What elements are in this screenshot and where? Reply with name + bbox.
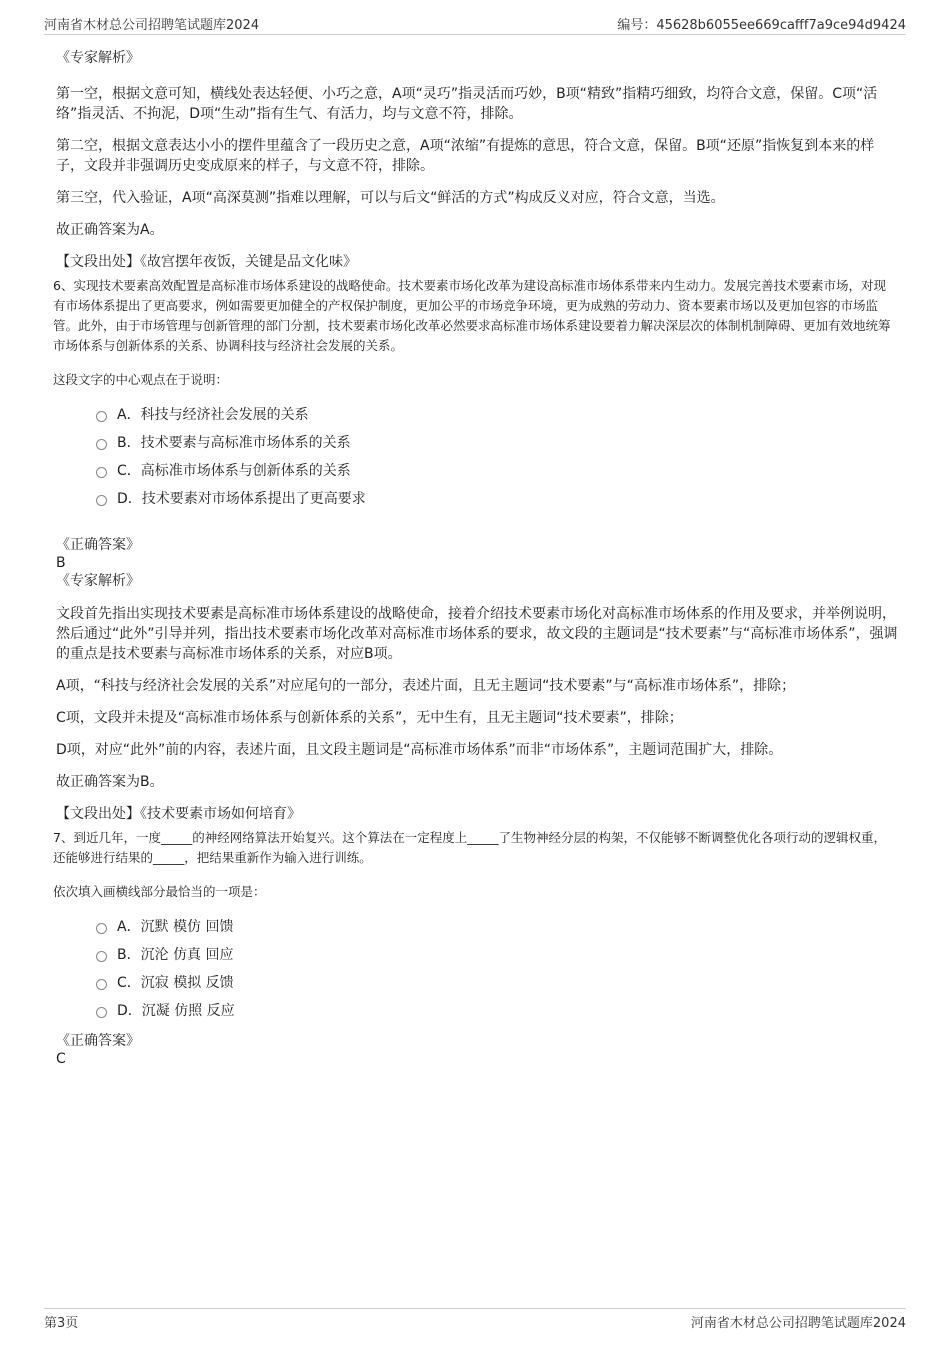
radio-icon[interactable]	[96, 1007, 107, 1018]
correct-answer: B	[56, 555, 66, 571]
analysis-paragraph: 第一空，根据文意可知，横线处表达轻便、小巧之意，A项“灵巧”指灵活而巧妙，B项“精致”指精巧细致，均符合文意，保留。C项“活络”指灵活、不拘泥，D项“生动”指有生气、有活力，均与文意不符，排除。	[56, 86, 878, 122]
option-label: A．科技与经济社会发展的关系	[117, 407, 309, 423]
option-c[interactable]	[96, 968, 898, 996]
correct-answer-heading: 《正确答案》	[56, 1033, 140, 1049]
option-d[interactable]	[96, 484, 898, 512]
analysis-paragraph: C项，文段并未提及“高标准市场体系与创新体系的关系”，无中生有，且无主题词“技术要素”，排除；	[56, 710, 683, 726]
source-citation: 【文段出处】《技术要素市场如何培育》	[56, 806, 301, 822]
analysis-paragraph: 文段首先指出实现技术要素是高标准市场体系建设的战略使命，接着介绍技术要素市场化对高标准市场体系的作用及要求，并举例说明，然后通过“此外”引导并列，指出技术要素市场化改革对高标准市场体系的要求，故文段的主题词是“技术要素”与“高标准市场体系”，强调的重点是技术要素与高标准市场体系的关系，对应B项。	[56, 606, 898, 662]
analysis-paragraph: D项，对应“此外”前的内容，表述片面，且文段主题词是“高标准市场体系”而非“市场体系”，主题词范围扩大，排除。	[56, 742, 783, 758]
option-label: B．技术要素与高标准市场体系的关系	[117, 435, 351, 451]
option-label: C．高标准市场体系与创新体系的关系	[117, 463, 351, 479]
answer-conclusion: 故正确答案为B。	[56, 774, 164, 790]
document-id: 编号：45628b6055ee669cafff7a9ce94d9424	[617, 17, 906, 33]
radio-icon[interactable]	[96, 495, 107, 506]
page-content	[53, 44, 898, 1068]
correct-answer: C	[56, 1051, 66, 1067]
analysis-paragraph: 第三空，代入验证，A项“高深莫测”指难以理解，可以与后文“鲜活的方式”构成反义对应，符合文意，当选。	[56, 190, 725, 206]
question-6-stem: 6、实现技术要素高效配置是高标准市场体系建设的战略使命。技术要素市场化改革为建设高标准市场体系带来内生动力。发展完善技术要素市场，对现有市场体系提出了更高要求，例如需要更加健全的产权保护制度，更加公平的市场竞争环境，更为成熟的劳动力、资本要素市场以及更加包容的市场监管。此外，由于市场管理与创新管理的部门分割，技术要素市场化改革必然要求高标准市场体系建设要着力解决深层次的体制机制障碍、更加有效地统筹市场体系与创新体系的关系、协调科技与经济社会发展的关系。	[53, 278, 891, 353]
page-header	[44, 12, 906, 35]
radio-icon[interactable]	[96, 439, 107, 450]
question-7-prompt: 依次填入画横线部分最恰当的一项是：	[53, 884, 266, 899]
header-title: 河南省木材总公司招聘笔试题库2024	[44, 17, 260, 33]
option-label: D．沉凝 仿照 反应	[117, 1003, 235, 1019]
radio-icon[interactable]	[96, 411, 107, 422]
analysis-paragraph: A项，“科技与经济社会发展的关系”对应尾句的一部分，表述片面，且无主题词“技术要素”与“高标准市场体系”，排除；	[56, 678, 796, 694]
question-6-options	[96, 400, 898, 512]
question-7-stem: 7、到近几年，一度_____的神经网络算法开始复兴。这个算法在一定程度上_____了生物神经分层的构架，不仅能够不断调整优化各项行动的逻辑权重，还能够进行结果的_____，把结果重新作为输入进行训练。	[53, 830, 886, 865]
option-b[interactable]	[96, 940, 898, 968]
option-b[interactable]	[96, 428, 898, 456]
option-label: A．沉默 模仿 回馈	[117, 919, 234, 935]
page-footer	[44, 1308, 906, 1333]
option-d[interactable]	[96, 996, 898, 1024]
radio-icon[interactable]	[96, 979, 107, 990]
radio-icon[interactable]	[96, 923, 107, 934]
question-6-prompt: 这段文字的中心观点在于说明：	[53, 372, 229, 387]
option-label: D．技术要素对市场体系提出了更高要求	[117, 491, 366, 507]
option-label: C．沉寂 模拟 反馈	[117, 975, 234, 991]
source-citation: 【文段出处】《故宫摆年夜饭，关键是品文化味》	[56, 254, 357, 270]
analysis-paragraph: 第二空，根据文意表达小小的摆件里蕴含了一段历史之意，A项“浓缩”有提炼的意思，符合文意，保留。B项“还原”指恢复到本来的样子，文段并非强调历史变成原来的样子，与文意不符，排除。	[56, 138, 875, 174]
expert-analysis-heading: 《专家解析》	[56, 573, 140, 589]
answer-conclusion: 故正确答案为A。	[56, 222, 164, 238]
option-label: B．沉沦 仿真 回应	[117, 947, 234, 963]
correct-answer-heading: 《正确答案》	[56, 537, 140, 553]
radio-icon[interactable]	[96, 951, 107, 962]
footer-title: 河南省木材总公司招聘笔试题库2024	[690, 1315, 906, 1331]
expert-analysis-heading: 《专家解析》	[56, 50, 140, 66]
page-number: 第3页	[44, 1315, 79, 1331]
radio-icon[interactable]	[96, 467, 107, 478]
option-a[interactable]	[96, 400, 898, 428]
question-7-options	[96, 912, 898, 1024]
option-c[interactable]	[96, 456, 898, 484]
option-a[interactable]	[96, 912, 898, 940]
